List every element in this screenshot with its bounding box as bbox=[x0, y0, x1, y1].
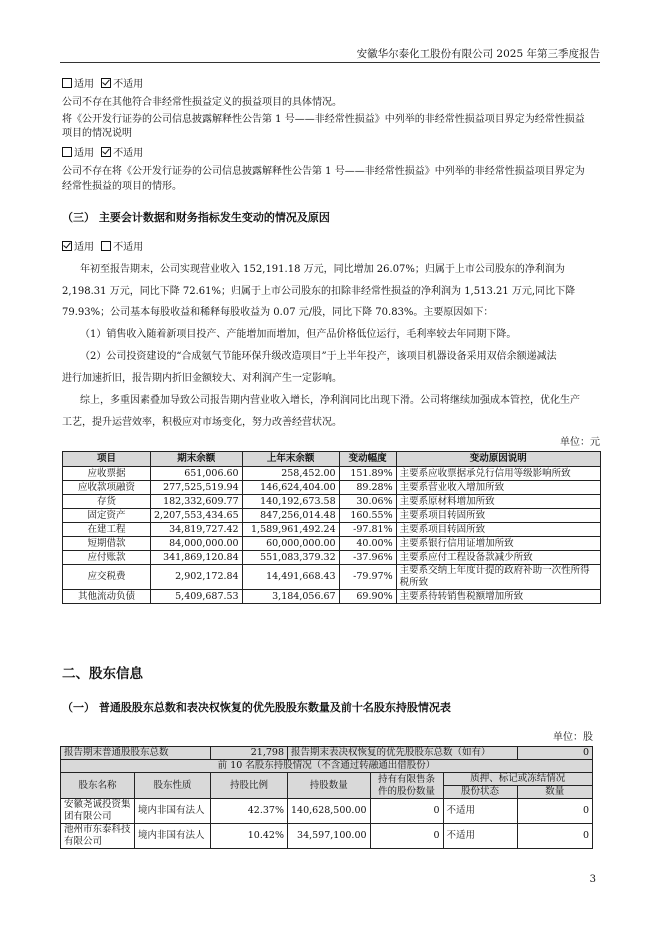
table-cell: 应付账款 bbox=[63, 551, 151, 565]
table-cell: 84,000,000.00 bbox=[151, 537, 243, 551]
table-cell: 主要系应收票据承兑行信用等级影响所致 bbox=[396, 467, 600, 481]
table-row bbox=[61, 824, 593, 849]
column-header: 质押、标记或冻结情况 bbox=[443, 773, 592, 786]
checkbox-applicable[interactable] bbox=[62, 147, 72, 157]
summary-label: 报告期末表决权恢复的优先股股东总数（如有） bbox=[288, 747, 518, 760]
table-cell: 主要系待转销售税额增加所致 bbox=[396, 590, 600, 604]
checkbox-not-applicable-checked[interactable] bbox=[101, 78, 111, 88]
table-row bbox=[63, 565, 601, 590]
paragraph-line: （2）公司投资建设的“合成氨气节能环保升级改造项目”于上半年投产，该项目机器设备采用双倍余额递减法 bbox=[80, 351, 557, 362]
checkbox-row-1: 适用 不适用 bbox=[62, 78, 143, 92]
table-cell: 其他流动负债 bbox=[63, 590, 151, 604]
table-cell: 160.55% bbox=[339, 509, 396, 523]
table-cell: 341,869,120.84 bbox=[151, 551, 243, 565]
table-cell: 境内非国有法人 bbox=[135, 824, 211, 849]
table-row bbox=[61, 747, 593, 760]
column-header: 变动原因说明 bbox=[396, 452, 600, 467]
table-cell: 0 bbox=[517, 799, 592, 824]
table-cell: 3,184,056.67 bbox=[242, 590, 339, 604]
column-header: 股份状态 bbox=[443, 786, 517, 799]
table-cell: -97.81% bbox=[339, 523, 396, 537]
table-cell: 主要系项目转固所致 bbox=[396, 509, 600, 523]
table-cell: -37.96% bbox=[339, 551, 396, 565]
financial-change-table bbox=[62, 451, 601, 604]
column-header: 上年末余额 bbox=[242, 452, 339, 467]
table-cell: 277,525,519.94 bbox=[151, 481, 243, 495]
table-cell: 551,083,379.32 bbox=[242, 551, 339, 565]
paragraph-line: 经常性损益的项目的情形。 bbox=[62, 181, 182, 192]
paragraph-line: 综上，多重因素叠加导致公司报告期内营业收入增长，净利润同比出现下滑。公司将继续加强成本管控，优化生产 bbox=[80, 395, 580, 406]
table-cell: 182,332,609.77 bbox=[151, 495, 243, 509]
table-cell: -79.97% bbox=[339, 565, 396, 590]
table-cell: 应交税费 bbox=[63, 565, 151, 590]
table-cell: 短期借款 bbox=[63, 537, 151, 551]
section-heading: （三） 主要会计数据和财务指标发生变动的情况及原因 bbox=[62, 211, 330, 224]
table-cell: 0 bbox=[517, 824, 592, 849]
column-header: 股东性质 bbox=[135, 773, 211, 799]
column-header: 项目 bbox=[63, 452, 151, 467]
table-cell: 固定资产 bbox=[63, 509, 151, 523]
section-heading: 二、股东信息 bbox=[62, 666, 143, 682]
table-cell: 主要系项目转固所致 bbox=[396, 523, 600, 537]
table-cell: 主要系交纳上年度计提的政府补助一次性所得税所致 bbox=[396, 565, 600, 590]
paragraph-line: （1）销售收入随着新项目投产、产能增加而增加，但产品价格低位运行，毛利率较去年同期下降。 bbox=[80, 329, 517, 340]
table-cell: 151.89% bbox=[339, 467, 396, 481]
column-header: 数量 bbox=[517, 786, 592, 799]
table-cell: 0 bbox=[370, 824, 443, 849]
table-row bbox=[63, 467, 601, 481]
paragraph-line: 工艺，提升运营效率，积极应对市场变化，努力改善经营状况。 bbox=[62, 417, 342, 428]
table-cell: 在建工程 bbox=[63, 523, 151, 537]
column-header: 股东名称 bbox=[61, 773, 135, 799]
paragraph-line: 进行加速折旧，报告期内折旧金额较大、对利润产生一定影响。 bbox=[62, 373, 342, 384]
table-cell: 140,628,500.00 bbox=[288, 799, 371, 824]
table-caption: 前 10 名股东持股情况（不含通过转融通出借股份） bbox=[61, 760, 593, 773]
unit-label: 单位：股 bbox=[553, 732, 593, 743]
table-cell: 0 bbox=[370, 799, 443, 824]
table-cell: 34,597,100.00 bbox=[288, 824, 371, 849]
column-header: 持股比例 bbox=[211, 773, 288, 799]
shareholder-table bbox=[60, 746, 593, 849]
table-cell: 主要系银行信用证增加所致 bbox=[396, 537, 600, 551]
checkbox-not-applicable-checked[interactable] bbox=[101, 147, 111, 157]
header-rule bbox=[60, 62, 600, 63]
table-cell: 69.90% bbox=[339, 590, 396, 604]
table-cell: 安徽尧诚投资集团有限公司 bbox=[61, 799, 135, 824]
summary-value: 21,798 bbox=[211, 747, 288, 760]
table-cell: 2,207,553,434.65 bbox=[151, 509, 243, 523]
column-header: 持有有限售条件的股份数量 bbox=[370, 773, 443, 799]
table-cell: 主要系应付工程设备款减少所致 bbox=[396, 551, 600, 565]
checkbox-applicable-checked[interactable] bbox=[62, 241, 72, 251]
table-cell: 主要系营业收入增加所致 bbox=[396, 481, 600, 495]
table-cell: 60,000,000.00 bbox=[242, 537, 339, 551]
table-cell: 存货 bbox=[63, 495, 151, 509]
paragraph-line: 年初至报告期末，公司实现营业收入 152,191.18 万元，同比增加 26.07%；归属于上市公司股东的净利润为 bbox=[80, 264, 565, 275]
checkbox-not-applicable[interactable] bbox=[101, 241, 111, 251]
table-row bbox=[63, 537, 601, 551]
table-cell: 847,256,014.48 bbox=[242, 509, 339, 523]
table-cell: 258,452.00 bbox=[242, 467, 339, 481]
summary-label: 报告期末普通股股东总数 bbox=[61, 747, 211, 760]
checkbox-applicable[interactable] bbox=[62, 78, 72, 88]
table-row bbox=[63, 509, 601, 523]
column-header: 持股数量 bbox=[288, 773, 371, 799]
table-row bbox=[61, 799, 593, 824]
subsection-heading: （一） 普通股股东总数和表决权恢复的优先股股东数量及前十名股东持股情况表 bbox=[62, 701, 451, 714]
unit-label: 单位：元 bbox=[560, 437, 600, 448]
paragraph-line: 公司不存在将《公开发行证券的公司信息披露解释性公告第 1 号——非经常性损益》中列举的非经常性损益项目界定为 bbox=[62, 166, 585, 177]
table-cell: 140,192,673.58 bbox=[242, 495, 339, 509]
table-cell: 42.37% bbox=[211, 799, 288, 824]
table-cell: 不适用 bbox=[443, 799, 517, 824]
table-row bbox=[63, 481, 601, 495]
table-cell: 14,491,668.43 bbox=[242, 565, 339, 590]
paragraph-line: 79.93%；公司基本每股收益和稀释每股收益为 0.07 元/股，同比下降 70.83%。主要原因如下： bbox=[62, 307, 494, 318]
table-cell: 34,819,727.42 bbox=[151, 523, 243, 537]
summary-value: 0 bbox=[517, 747, 592, 760]
page-header: 安徽华尔泰化工股份有限公司 2025 年第三季度报告 bbox=[356, 48, 600, 60]
table-cell: 应收款项融资 bbox=[63, 481, 151, 495]
page-number: 3 bbox=[589, 874, 596, 885]
table-row bbox=[63, 495, 601, 509]
table-cell: 池州市东泰科技有限公司 bbox=[61, 824, 135, 849]
paragraph-line: 2,198.31 万元，同比下降 72.61%；归属于上市公司股东的扣除非经常性损益的净利润为 1,513.21 万元,同比下降 bbox=[62, 286, 576, 297]
table-cell: 应收票据 bbox=[63, 467, 151, 481]
table-cell: 境内非国有法人 bbox=[135, 799, 211, 824]
table-row bbox=[63, 523, 601, 537]
checkbox-row-2: 适用 不适用 bbox=[62, 147, 143, 161]
table-cell: 40.00% bbox=[339, 537, 396, 551]
paragraph-line: 将《公开发行证券的公司信息披露解释性公告第 1 号——非经常性损益》中列举的非经常性损益项目界定为经常性损益 bbox=[62, 114, 585, 125]
table-cell: 146,624,404.00 bbox=[242, 481, 339, 495]
paragraph-line: 公司不存在其他符合非经常性损益定义的损益项目的具体情况。 bbox=[62, 97, 342, 108]
table-cell: 651,006.60 bbox=[151, 467, 243, 481]
table-cell: 2,902,172.84 bbox=[151, 565, 243, 590]
checkbox-row-3: 适用 不适用 bbox=[62, 241, 143, 255]
column-header: 变动幅度 bbox=[339, 452, 396, 467]
table-cell: 不适用 bbox=[443, 824, 517, 849]
paragraph-line: 项目的情况说明 bbox=[62, 128, 132, 139]
table-cell: 主要系原材料增加所致 bbox=[396, 495, 600, 509]
table-row bbox=[63, 551, 601, 565]
table-row bbox=[63, 590, 601, 604]
table-cell: 1,589,961,492.24 bbox=[242, 523, 339, 537]
table-header-row bbox=[61, 773, 593, 786]
table-cell: 5,409,687.53 bbox=[151, 590, 243, 604]
column-header: 期末余额 bbox=[151, 452, 243, 467]
table-header-row bbox=[63, 452, 601, 467]
table-cell: 30.06% bbox=[339, 495, 396, 509]
table-cell: 89.28% bbox=[339, 481, 396, 495]
table-row bbox=[61, 760, 593, 773]
table-cell: 10.42% bbox=[211, 824, 288, 849]
